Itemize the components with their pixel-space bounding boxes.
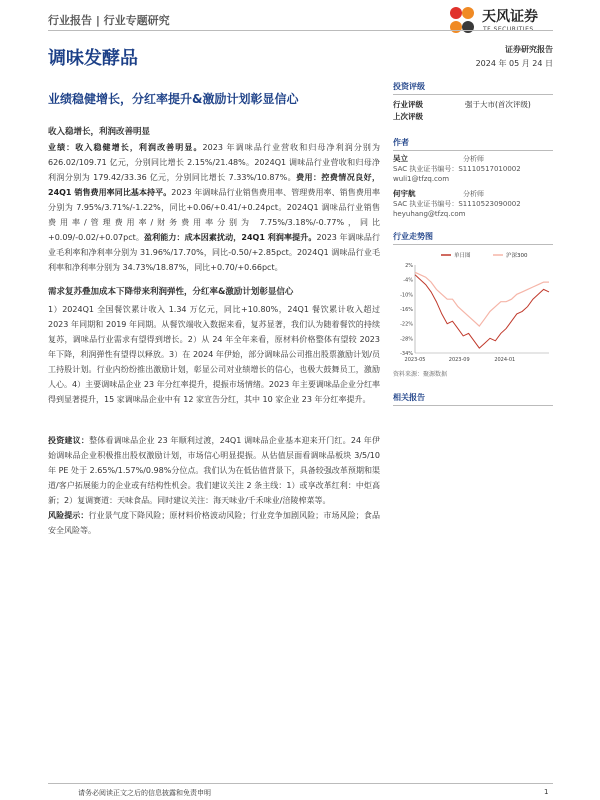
x-tick-label: 2023-05 <box>404 357 426 363</box>
y-tick-label: -16% <box>400 307 413 313</box>
y-tick-label: -34% <box>400 351 413 357</box>
logo-mark-icon <box>445 4 479 38</box>
paragraph-lead: 业绩：收入稳健增长，利润改善明显。 <box>48 143 203 152</box>
company-logo <box>445 4 565 40</box>
footer-disclaimer: 请务必阅读正文之后的信息披露和免责申明 <box>78 789 211 797</box>
author-email[interactable]: wuli1@tfzq.com <box>393 175 450 183</box>
series-line <box>415 275 549 348</box>
author-name: 何宇航 <box>393 189 416 198</box>
trend-chart-svg <box>393 249 553 367</box>
paragraph-text: 行业景气度下降风险；原材料价格波动风险；行业竞争加剧风险；市场风险；食品安全风险等。 <box>48 511 380 535</box>
legend-label: 沪深300 <box>506 253 528 259</box>
author-sac: SAC 执业证书编号：S1110517010002 <box>393 165 521 173</box>
rating-section-title: 投资评级 <box>393 81 553 95</box>
report-date: 2024 年 05 月 24 日 <box>475 59 553 68</box>
y-tick-label: -4% <box>403 277 413 284</box>
author-name: 吴立 <box>393 154 408 163</box>
paragraph-lead: 费用：控费情况良好，24Q1 销售费用率同比基本持平。 <box>48 173 381 197</box>
report-subtitle: 业绩稳健增长，分红率提升&激励计划彰显信心 <box>48 92 299 106</box>
paragraph-lead: 盈利能力：成本因素扰动，24Q1 利润率提升。 <box>143 233 317 242</box>
y-tick-label: -22% <box>400 321 413 328</box>
x-tick-label: 2023-09 <box>448 357 470 363</box>
author-card <box>393 154 553 184</box>
rating-row <box>393 111 553 123</box>
authors-section-title: 作者 <box>393 137 553 151</box>
page-title: 调味发酵品 <box>48 48 138 69</box>
section-heading: 需求复苏叠加成本下降带来利润弹性，分红率&激励计划彰显信心 <box>48 287 294 297</box>
trend-section-title: 行业走势图 <box>393 231 553 245</box>
trend-chart <box>393 249 553 367</box>
rating-row <box>393 99 553 111</box>
legend-label: 单日图 <box>454 253 471 259</box>
report-type: 证券研究报告 <box>505 45 553 54</box>
x-tick-label: 2024-01 <box>494 357 516 363</box>
author-role: 分析师 <box>463 190 484 198</box>
related-section-title: 相关报告 <box>393 392 553 406</box>
body-paragraph <box>48 140 380 275</box>
body-paragraph <box>48 433 380 508</box>
rating-label: 行业评级 <box>393 100 423 109</box>
author-email[interactable]: heyuhang@tfzq.com <box>393 210 466 218</box>
y-tick-label: 2% <box>405 263 413 269</box>
paragraph-text: 2023 年调味品行业销售费用率、管理费用率、销售费用率分别为 7.95%/3.71%/-1.22%，同比+0.06/+0.41/+0.24pct。2024Q1 调味品行业销售费用率/管理费用率/财务费用率分别为 7.75%/3.18%/-0.77%，同比+0.09/-0.02/+0.07pct。 <box>48 188 380 242</box>
paragraph-text: 2023 年调味品行业毛利率和净利率分别为 31.96%/17.70%，同比-0.50/+2.85pct。2024Q1 调味品行业毛利率和净利率分别为 34.73%/18.87%，同比+0.70/+0.66pct。 <box>48 233 381 272</box>
author-card <box>393 189 553 219</box>
section-heading: 收入稳增长，利润改善明显 <box>48 127 151 137</box>
footer-divider <box>48 783 553 784</box>
report-category: 行业报告 | 行业专题研究 <box>48 14 170 27</box>
y-tick-label: -10% <box>400 292 413 299</box>
logo-text-cn: 天风证券 <box>482 9 538 25</box>
author-role: 分析师 <box>463 155 484 163</box>
main-body <box>48 125 380 538</box>
rating-value: 强于大市(首次评级) <box>465 100 531 109</box>
rating-label: 上次评级 <box>393 112 423 121</box>
chart-source: 资料来源：聚源数据 <box>393 371 448 378</box>
paragraph-text: 2023 年调味品行业营收和归母净利润分别为 626.02/109.71 亿元，分别同比增长 2.15%/21.48%。2024Q1 调味品行业营收和归母净利润分别为 179.42/33.36 亿元，分别同比增长 7.33%/10.87%。 <box>48 143 380 182</box>
page-number: 1 <box>544 788 549 796</box>
paragraph-lead: 投资建议： <box>48 436 90 445</box>
header-divider <box>48 30 553 31</box>
body-paragraph <box>48 508 380 538</box>
sidebar <box>393 44 553 406</box>
y-tick-label: -28% <box>400 336 413 343</box>
paragraph-text: 整体看调味品企业 23 年顺利过渡，24Q1 调味品企业基本迎来开门红。24 年伊始调味品企业积极推出股权激励计划，市场信心明显提振。从估值层面看调味品板块 3/5/10 年 PE 处于 2.65%/1.57%/0.98%分位点。我们认为在低估值背景下，具备较强改革预期和渠道/客户拓展能力的企业或有结构性机会。我们建议关注 2 条主线：1）或享改革红利：中炬高新；2）复调赛道：天味食品。同时建议关注：海天味业/千禾味业/涪陵榨菜等。 <box>48 436 380 505</box>
body-paragraph: 1）2024Q1 全国餐饮累计收入 1.34 万亿元，同比+10.80%，24Q1 餐饮累计收入超过 2023 年同期和 2019 年同期。从餐饮端收入数据来看，复苏显著，我们认为随着餐饮的持续复苏，调味品行业需求有望得到增长。2）从 24 年全年来看，原材料价格整体有望较 2023 年下降，利润弹性有望得以释放。3）在 2024 年伊始，部分调味品公司推出股票激励计划/员工持股计划。行业内纷纷推出激励计划，彰显公司对业绩增长的信心，也极大鼓舞员工，激励人心。4）主要调味品企业 23 年分红率提升，提振市场情绪。2023 年主要调味品企业分红率得到显著提升，15 家调味品企业中有 12 家宣告分红，其中 10 家企业 23 年分红率提升。 <box>48 305 380 404</box>
author-sac: SAC 执业证书编号：S1110523090002 <box>393 200 521 208</box>
paragraph-lead: 风险提示： <box>48 511 89 520</box>
